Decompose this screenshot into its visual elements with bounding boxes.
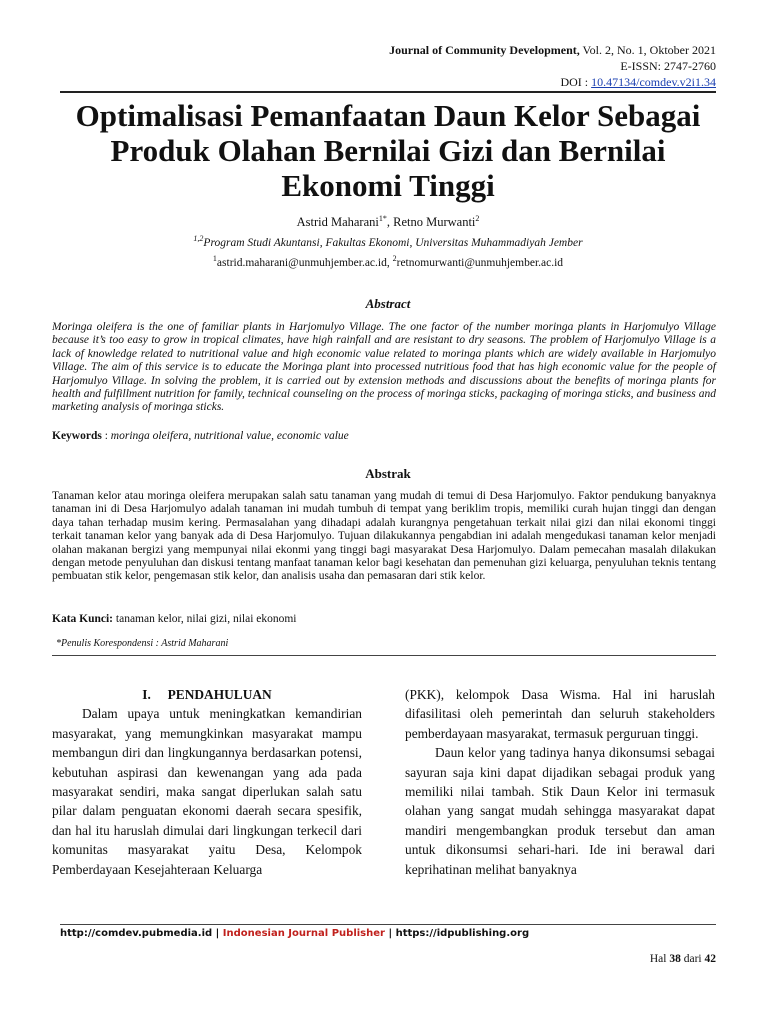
- body-paragraph: Dalam upaya untuk meningkatkan kemandirian masyarakat, yang memungkinkan masyarakat mampu membangun diri dan lingkungannya berdasarkan potensi, kebutuhan aspirasi dan kewenangan yang ada pada masyarakat sendiri, maka sangat diperlukan salah satu pilar dalam penguatan ekonomi daerah secara spesifik, dan hal itu haruslah dimulai dari lingkungan terkecil dari komunitas masyarakat yaitu Desa, Kelompok Pemberdayaan Kesejahteraan Keluarga: [52, 706, 362, 877]
- page-mid: dari: [680, 953, 705, 965]
- affiliation-superscript: 1,2: [193, 234, 204, 244]
- footer-separator: |: [212, 928, 223, 939]
- author-emails: [60, 254, 716, 269]
- author-name: Astrid Maharani: [296, 215, 379, 229]
- journal-header: [389, 42, 716, 90]
- doi-link[interactable]: 10.47134/comdev.v2i1.34: [591, 75, 716, 89]
- author-separator: ,: [386, 215, 394, 229]
- journal-citation: [389, 42, 716, 58]
- page-current: 38: [669, 953, 681, 965]
- katakunci-line: [52, 613, 716, 625]
- journal-site-link[interactable]: http://comdev.pubmedia.id: [60, 928, 213, 939]
- doi-line: [389, 74, 716, 90]
- body-column-left: [52, 685, 362, 879]
- keywords-separator: :: [101, 430, 111, 442]
- email-superscript: 2: [392, 254, 397, 264]
- email-superscript: 1: [212, 254, 217, 264]
- keywords-values: moringa oleifera, nutritional value, economic value: [110, 430, 349, 442]
- doi-label: DOI :: [560, 75, 592, 89]
- journal-name: Journal of Community Development,: [389, 43, 580, 57]
- page-total: 42: [704, 953, 716, 965]
- header-divider: [60, 91, 716, 93]
- abstrak-text: Tanaman kelor atau moringa oleifera merupakan salah satu tanaman yang mudah di temui di Desa Harjomulyo. Faktor pendukung banyaknya tanaman ini di Desa Harjomulyo adalah tanaman ini mudah tumbuh di tempat yang beriklim tropis, memiliki curah hujan tinggi dan dengan daya tahan terhadap musim kering. Permasalahan yang dihadapi adalah kurangnya pengetahuan terkait nilai gizi dan nilai ekonomi tinggi terkait tanaman kelor yang banyak ada di Desa Harjomulyo. Tujuan dilakukannya pengabdian ini adalah mengedukasi tanaman kelor menjadi olahan makanan bergizi yang mempunyai nilai ekonmi yang tinggi bagi masyarakat Desa Harjomulyo. Dalam pemecahan masalah dilakukan dengan metode penyuluhan dan diskusi tentang manfaat tanaman kelor bagi kesehatan dan pemenuhan gizi keluarga, penyuluhan teknis tentang pembuatan stik kelor, pengemasan stik kelor, dan analisis usaha dan pemasaran dari stik kelor.: [52, 490, 716, 583]
- abstrak-heading: Abstrak: [365, 466, 411, 481]
- footer-divider: [60, 924, 716, 925]
- author-superscript: 2: [475, 213, 480, 223]
- eissn: E-ISSN: 2747-2760: [620, 59, 716, 73]
- keywords-line: [52, 430, 716, 442]
- body-paragraph: (PKK), kelompok Dasa Wisma. Hal ini haruslah difasilitasi oleh pemerintah dan seluruh stakeholders pemberdayaan masyarakat, termasuk perguruan tinggi.: [405, 687, 715, 741]
- author-name: Retno Murwanti: [393, 215, 476, 229]
- katakunci-values: tanaman kelor, nilai gizi, nilai ekonomi: [113, 613, 297, 625]
- email-address: retnomurwanti@unmuhjember.ac.id: [396, 257, 564, 269]
- footer-links: [60, 928, 529, 939]
- publisher-link[interactable]: Indonesian Journal Publisher: [222, 928, 385, 939]
- affiliation: [60, 234, 716, 249]
- section-title: PENDAHULUAN: [167, 687, 272, 702]
- paper-title: Optimalisasi Pemanfaatan Daun Kelor Sebagai Produk Olahan Bernilai Gizi dan Bernilai Ekonomi Tinggi: [75, 98, 701, 203]
- page-prefix: Hal: [649, 953, 670, 965]
- section-heading: [52, 685, 362, 704]
- body-column-right: [405, 685, 715, 879]
- email-address: astrid.maharani@unmuhjember.ac.id,: [216, 257, 393, 269]
- journal-issue: Vol. 2, No. 1, Oktober 2021: [579, 43, 716, 57]
- footer-separator: |: [384, 928, 396, 939]
- katakunci-label: Kata Kunci:: [52, 613, 114, 625]
- abstract-heading: Abstract: [365, 296, 411, 311]
- correspondence-divider: [52, 655, 716, 656]
- author-superscript: 1*: [378, 213, 387, 223]
- author-line: [60, 215, 716, 230]
- abstract-text: Moringa oleifera is the one of familiar plants in Harjomulyo Village. The one factor of the number moringa plants in Harjomulyo Village because it’s too easy to grow in tropical climates, have high rainfall and are resistant to dry seasons. The problem of Harjomulyo Village is a lack of knowledge related to nutritional value and high economic value related to moringa plants which are widely available in Harjomulyo Village. The aim of this service is to educate the Moringa plant into processed nutritious food that has high economic value for the people of Harjomulyo Village. In solving the problem, it is carried out by extension methods and discussions about the benefits of moringa plants for health and fulfillment nutrition for family, technical counseling on the process of moringa sticks, packaging of moringa sticks, and business and marketing analysis of moringa sticks.: [52, 321, 716, 414]
- publisher-site-link[interactable]: https://idpublishing.org: [395, 928, 530, 939]
- keywords-label: Keywords: [52, 430, 102, 442]
- affiliation-text: Program Studi Akuntansi, Fakultas Ekonomi, Universitas Muhammadiyah Jember: [203, 237, 583, 249]
- section-number: I.: [142, 687, 151, 702]
- page-number: [650, 953, 716, 965]
- correspondence-note: *Penulis Korespondensi : Astrid Maharani: [56, 638, 229, 649]
- body-paragraph: Daun kelor yang tadinya hanya dikonsumsi sebagai sayuran saja kini dapat dijadikan sebagai produk yang memiliki nilai tambah. Stik Daun Kelor ini termasuk olahan yang sangat mudah sehingga masyarakat dapat mandiri mengembangkan produk tersebut dan aman untuk dikonsumsi sehari-hari. Ide ini berawal dari keprihatinan melihat banyaknya: [405, 745, 715, 877]
